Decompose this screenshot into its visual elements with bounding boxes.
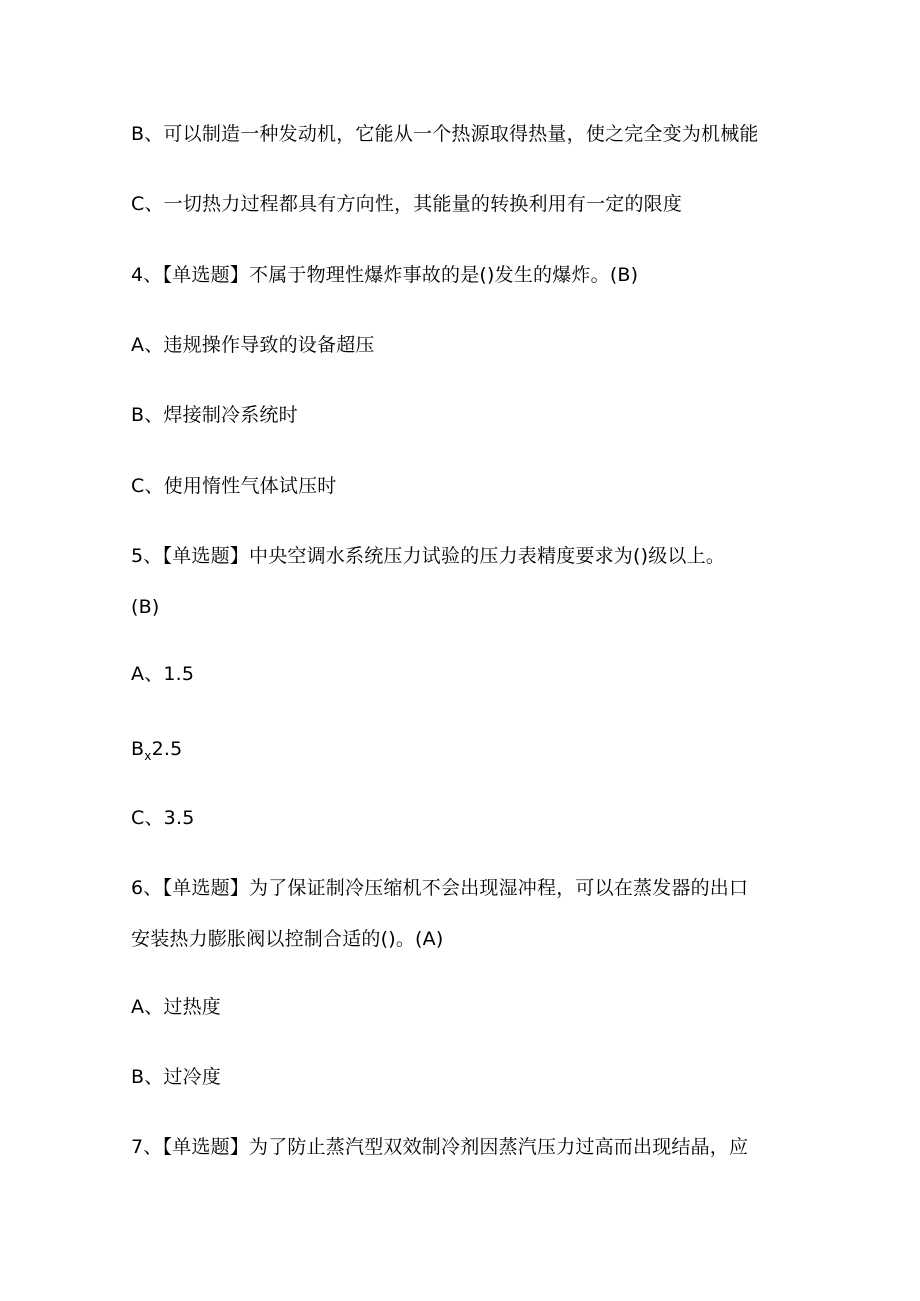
question-5-option-c: C、3.5 — [131, 807, 195, 829]
question-7-title: 7、【单选题】为了防止蒸汽型双效制冷剂因蒸汽压力过高而出现结晶，应 — [131, 1136, 749, 1158]
question-4-option-b: B、焊接制冷系统时 — [131, 404, 298, 426]
question-4-option-a: A、违规操作导致的设备超压 — [131, 334, 375, 356]
question-5-option-a: A、1.5 — [131, 663, 195, 685]
question-4-option-c: C、使用惰性气体试压时 — [131, 475, 337, 497]
option-b-value: 2.5 — [151, 738, 183, 760]
question-5-answer: (B) — [131, 596, 160, 618]
question-6-title-line-2: 安装热力膨胀阀以控制合适的()。(A) — [131, 928, 444, 950]
question-6-title-line-1: 6、【单选题】为了保证制冷压缩机不会出现湿冲程，可以在蒸发器的出口 — [131, 877, 749, 899]
question-6-option-b: B、过冷度 — [131, 1066, 222, 1088]
question-3-option-c: C、一切热力过程都具有方向性，其能量的转换利用有一定的限度 — [131, 193, 683, 215]
question-4-title: 4、【单选题】不属于物理性爆炸事故的是()发生的爆炸。(B) — [131, 264, 639, 286]
question-6-option-a: A、过热度 — [131, 996, 221, 1018]
question-5-option-b — [131, 736, 182, 764]
question-5-title: 5、【单选题】中央空调水系统压力试验的压力表精度要求为()级以上。 — [131, 545, 726, 567]
question-3-option-b: B、可以制造一种发动机，它能从一个热源取得热量，使之完全变为机械能 — [131, 123, 759, 145]
option-b-subscript: x — [144, 749, 152, 763]
option-b-letter: B — [131, 738, 145, 760]
